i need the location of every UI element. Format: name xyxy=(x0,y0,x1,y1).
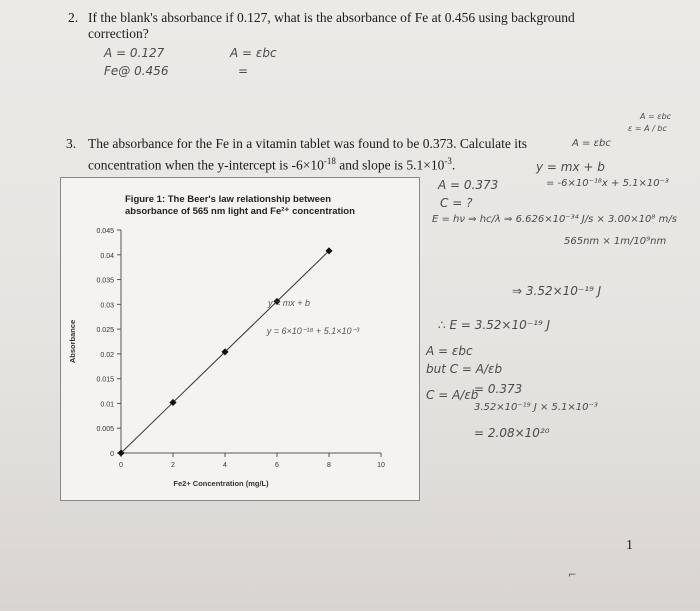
work-top-right-2: ε = A / bc xyxy=(628,124,667,133)
work-a-value: A = 0.373 xyxy=(438,178,499,192)
y-axis-label: Absorbance xyxy=(68,319,77,364)
work-but: but C = A/εb xyxy=(426,362,503,376)
work-top-right-1: A = εbc xyxy=(640,112,672,121)
q2-number: 2. xyxy=(68,10,79,25)
x-tick-label: 10 xyxy=(377,462,385,469)
x-tick-label: 4 xyxy=(223,462,227,469)
work-ymx-2: = -6×10⁻¹⁸x + 5.1×10⁻³ xyxy=(546,178,669,189)
work-photon-energy: E = hν ⇒ hc/λ ⇒ 6.626×10⁻³⁴ J/s × 3.00×10⁸ m/s xyxy=(432,214,677,225)
q2-line1: If the blank's absorbance if 0.127, what is the absorbance of Fe at 0.456 using background xyxy=(88,10,575,25)
work-ymx: y = mx + b xyxy=(536,160,605,174)
x-tick-label: 6 xyxy=(275,462,279,469)
work-c-calc-num: = 0.373 xyxy=(474,382,523,396)
pencil-mark: ⌐ xyxy=(568,570,577,581)
y-tick-label: 0.035 xyxy=(96,277,114,285)
work-c-eq: C = A/εb xyxy=(426,388,479,402)
q3-line1: The absorbance for the Fe in a vitamin tablet was found to be 0.373. Calculate its xyxy=(88,136,528,151)
work-photon-denominator: 565nm × 1m/10⁹nm xyxy=(564,236,667,247)
work-c-unknown: C = ? xyxy=(440,196,473,210)
y-tick-label: 0.025 xyxy=(96,327,114,335)
y-tick-label: 0 xyxy=(110,451,114,458)
page-number: 1 xyxy=(626,538,633,553)
y-tick-label: 0.015 xyxy=(96,376,114,384)
chart-title: Figure 1: The Beer's law relationship between absorbance of 565 nm light and Fe²⁺ concentration xyxy=(125,194,355,217)
work-abc: A = εbc xyxy=(572,138,611,149)
y-tick-label: 0.045 xyxy=(96,228,114,235)
beers-law-chart xyxy=(60,177,420,501)
work-result-1: ⇒ 3.52×10⁻¹⁹ J xyxy=(512,284,602,298)
q3-line2: concentration when the y-intercept is $-6\times 10^{-18}$ and slope is $5.1\times 10^{-3}$. xyxy=(88,156,456,173)
work-result-2: ∴ E = 3.52×10⁻¹⁹ J xyxy=(438,318,551,332)
work-c-result: = 2.08×10²⁰ xyxy=(474,426,550,440)
q2-handwritten-fe: Fe@ 0.456 xyxy=(104,64,169,78)
q3-number: 3. xyxy=(66,136,77,151)
handwritten-equation-2: y = 6×10⁻¹⁸ + 5.1×10⁻³ xyxy=(266,326,360,336)
y-tick-label: 0.02 xyxy=(100,351,114,359)
x-tick-label: 0 xyxy=(119,462,123,469)
y-tick-label: 0.04 xyxy=(100,252,114,260)
q2-handwritten-eq: = xyxy=(238,64,249,78)
q2-handwritten-a: A = 0.127 xyxy=(104,46,165,60)
handwritten-equation-1: y = mx + b xyxy=(267,298,311,308)
y-tick-label: 0.03 xyxy=(100,302,114,310)
q2-handwritten-beer: A = εbc xyxy=(230,46,277,60)
q2-line2: correction? xyxy=(88,26,149,41)
chart-svg xyxy=(61,178,419,500)
x-tick-label: 2 xyxy=(171,462,175,469)
y-tick-label: 0.01 xyxy=(100,401,114,409)
x-tick-label: 8 xyxy=(327,462,331,469)
x-axis-label: Fe2+ Concentration (mg/L) xyxy=(173,479,269,488)
work-c-calc-den: 3.52×10⁻¹⁹ J × 5.1×10⁻³ xyxy=(474,402,598,413)
work-abc-2: A = εbc xyxy=(426,344,473,358)
y-tick-label: 0.005 xyxy=(96,426,114,434)
